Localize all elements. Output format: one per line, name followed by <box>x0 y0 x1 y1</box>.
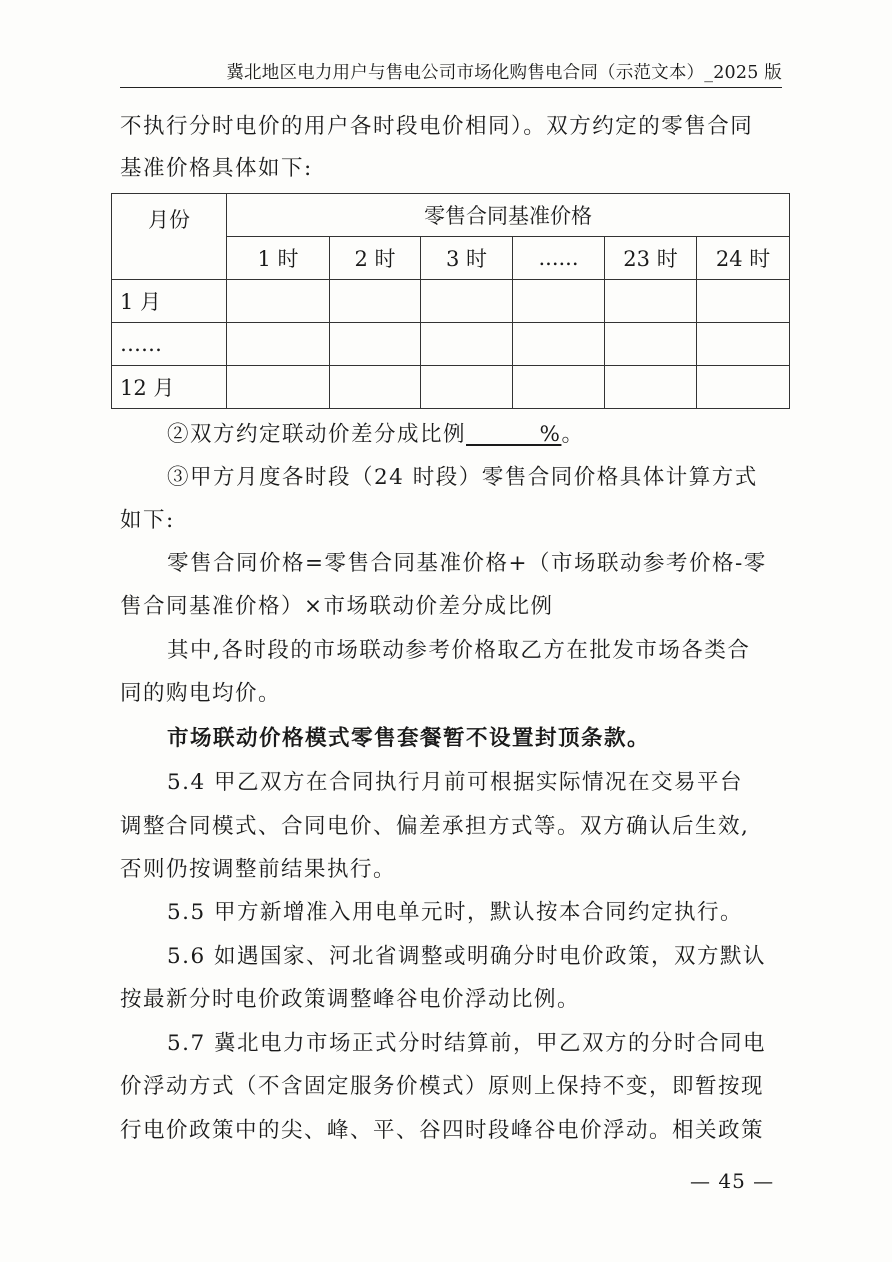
ratio-label: ②双方约定联动价差分成比例 <box>167 422 467 447</box>
price-cell <box>421 280 513 323</box>
page-number: — 45 — <box>690 1169 775 1193</box>
paragraph-line: 调整合同模式、合同电价、偏差承担方式等。双方确认后生效, <box>120 814 750 839</box>
hour-header-cell: 3 时 <box>421 237 513 280</box>
paragraph-line <box>167 414 782 456</box>
paragraph-line: 行电价政策中的尖、峰、平、谷四时段峰谷电价浮动。相关政策 <box>120 1118 765 1143</box>
price-table <box>111 193 790 409</box>
price-cell <box>330 280 421 323</box>
clause-5-4: 5.4 甲乙双方在合同执行月前可根据实际情况在交易平台 <box>167 770 744 795</box>
month-cell: …… <box>112 323 227 366</box>
table-row <box>112 323 790 366</box>
table-row <box>112 366 790 409</box>
formula-line: 零售合同价格=零售合同基准价格+（市场联动参考价格-零 <box>167 551 767 576</box>
hour-header-cell: 1 时 <box>227 237 330 280</box>
price-cell <box>697 280 790 323</box>
hour-header-cell: 2 时 <box>330 237 421 280</box>
hour-header-cell: ...... <box>513 237 605 280</box>
paragraph-line: 同的购电均价。 <box>120 681 282 706</box>
header-rule <box>120 87 782 88</box>
paragraph-line: 其中,各时段的市场联动参考价格取乙方在批发市场各类合 <box>167 638 751 663</box>
clause-5-6: 5.6 如遇国家、河北省调整或明确分时电价政策，双方默认 <box>167 944 767 969</box>
bold-notice: 市场联动价格模式零售套餐暂不设置封顶条款。 <box>167 726 651 751</box>
paragraph-line: 否则仍按调整前结果执行。 <box>120 857 397 882</box>
price-cell <box>513 366 605 409</box>
ratio-suffix: 。 <box>561 422 585 447</box>
price-cell <box>605 366 697 409</box>
price-cell <box>605 323 697 366</box>
price-cell <box>421 366 513 409</box>
price-cell <box>605 280 697 323</box>
price-cell <box>421 323 513 366</box>
month-cell: 1 月 <box>112 280 227 323</box>
group-header-cell: 零售合同基准价格 <box>227 194 790 237</box>
price-cell <box>330 366 421 409</box>
price-cell <box>227 280 330 323</box>
price-cell <box>697 323 790 366</box>
price-cell <box>330 323 421 366</box>
price-cell <box>227 323 330 366</box>
paragraph-line: 价浮动方式（不含固定服务价模式）原则上保持不变，即暂按现 <box>120 1074 765 1099</box>
clause-5-5: 5.5 甲方新增准入用电单元时，默认按本合同约定执行。 <box>167 900 744 925</box>
paragraph-line: 不执行分时电价的用户各时段电价相同）。双方约定的零售合同 <box>120 114 754 139</box>
month-header-cell: 月份 <box>112 194 227 280</box>
month-cell: 12 月 <box>112 366 227 409</box>
clause-5-7: 5.7 冀北电力市场正式分时结算前，甲乙双方的分时合同电 <box>167 1031 767 1056</box>
price-cell <box>513 280 605 323</box>
paragraph-line: 基准价格具体如下: <box>120 156 313 181</box>
price-cell <box>513 323 605 366</box>
running-header: 冀北地区电力用户与售电公司市场化购售电合同（示范文本）_2025 版 <box>226 63 782 83</box>
paragraph-line: 如下: <box>120 508 175 533</box>
price-cell <box>697 366 790 409</box>
hour-header-cell: 23 时 <box>605 237 697 280</box>
price-cell <box>227 366 330 409</box>
table-row <box>112 280 790 323</box>
paragraph-line: ③甲方月度各时段（24 时段）零售合同价格具体计算方式 <box>167 465 758 490</box>
ratio-blank: ______% <box>466 422 562 447</box>
formula-line: 售合同基准价格）×市场联动价差分成比例 <box>120 594 554 619</box>
hour-header-cell: 24 时 <box>697 237 790 280</box>
paragraph-line: 按最新分时电价政策调整峰谷电价浮动比例。 <box>120 987 581 1012</box>
